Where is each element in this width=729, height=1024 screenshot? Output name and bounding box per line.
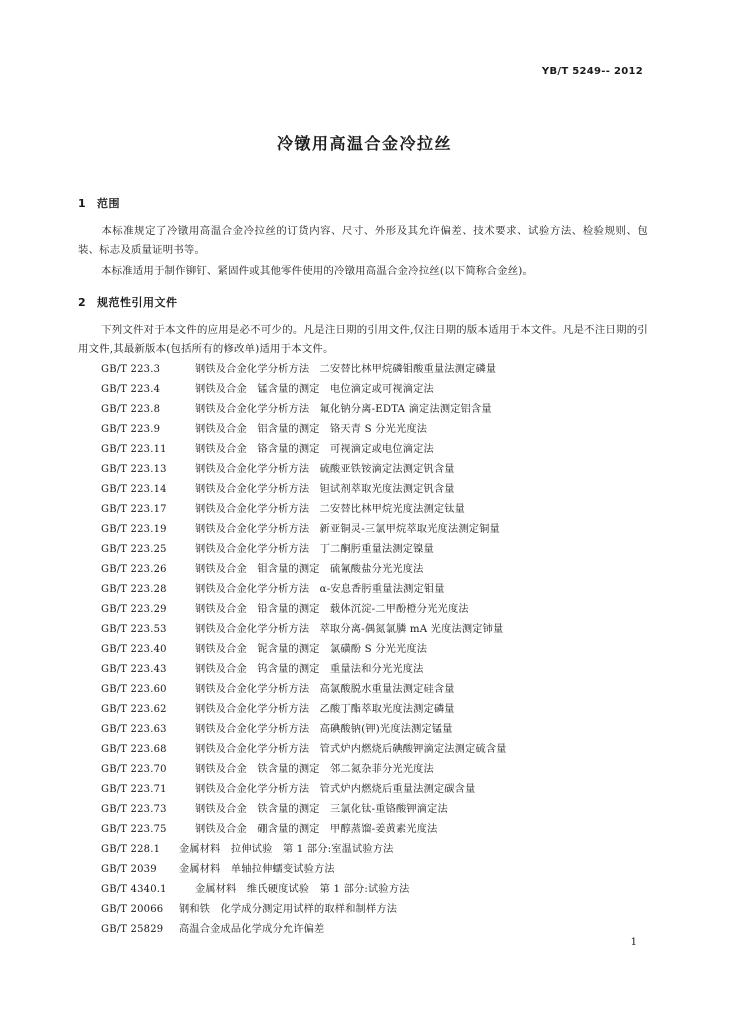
reference-item <box>101 700 661 720</box>
reference-code: GB/T 25829 <box>101 924 164 935</box>
reference-item <box>101 740 661 760</box>
reference-item <box>101 760 661 780</box>
reference-code: GB/T 223.13 <box>101 464 167 475</box>
reference-title: 钢铁及合金化学分析方法 乙酸丁酯萃取光度法测定磷量 <box>195 704 455 715</box>
reference-title: 钢铁及合金化学分析方法 管式炉内燃烧后重量法测定碳含量 <box>195 784 476 795</box>
page-number: 1 <box>630 937 637 948</box>
reference-title: 钢铁及合金化学分析方法 钽试剂萃取光度法测定钒含量 <box>195 484 455 495</box>
reference-code: GB/T 223.53 <box>101 624 167 635</box>
reference-item <box>101 820 661 840</box>
reference-title: 钢铁及合金化学分析方法 α-安息香肟重量法测定钼量 <box>195 584 445 595</box>
reference-item <box>101 600 661 620</box>
reference-code: GB/T 223.43 <box>101 664 167 675</box>
reference-item <box>101 660 661 680</box>
reference-code: GB/T 223.68 <box>101 744 167 755</box>
reference-item <box>101 400 661 420</box>
reference-code: GB/T 223.4 <box>101 384 161 395</box>
section-2-title: 规范性引用文件 <box>97 296 178 309</box>
reference-item <box>101 520 661 540</box>
reference-title: 钢铁及合金 铅含量的测定 载体沉淀-二甲酚橙分光光度法 <box>195 604 469 615</box>
reference-title: 钢铁及合金化学分析方法 丁二酮肟重量法测定镍量 <box>195 544 434 555</box>
reference-code: GB/T 223.3 <box>101 364 161 375</box>
reference-item <box>101 900 661 920</box>
scope-paragraph-2 <box>78 262 648 281</box>
reference-title: 钢铁及合金化学分析方法 氟化钠分离-EDTA 滴定法测定铝含量 <box>195 404 492 415</box>
reference-item <box>101 800 661 820</box>
reference-code: GB/T 223.71 <box>101 784 167 795</box>
scope-text-1: 本标准规定了冷镦用高温合金冷拉丝的订货内容、尺寸、外形及其允许偏差、技术要求、试验方法、检验规则、包装、标志及质量证明书等。 <box>78 225 648 256</box>
reference-title: 钢铁及合金 钨含量的测定 重量法和分光光度法 <box>195 664 424 675</box>
reference-title: 钢铁及合金化学分析方法 高氯酸脱水重量法测定硅含量 <box>195 684 455 695</box>
reference-code: GB/T 223.28 <box>101 584 167 595</box>
reference-code: GB/T 223.62 <box>101 704 167 715</box>
reference-code: GB/T 223.29 <box>101 604 167 615</box>
scope-paragraph-1 <box>78 222 648 260</box>
reference-item <box>101 420 661 440</box>
reference-title: 钢铁及合金化学分析方法 管式炉内燃烧后碘酸钾滴定法测定硫含量 <box>195 744 507 755</box>
reference-title: 钢铁及合金 铁含量的测定 邻二氮杂菲分光光度法 <box>195 764 434 775</box>
reference-code: GB/T 223.60 <box>101 684 167 695</box>
reference-title: 金属材料 拉伸试验 第 1 部分:室温试验方法 <box>179 844 394 855</box>
reference-title: 钢铁及合金 硼含量的测定 甲醇蒸馏-姜黄素光度法 <box>195 824 438 835</box>
reference-title: 钢铁及合金 铌含量的测定 氯磺酚 S 分光光度法 <box>195 644 428 655</box>
reference-title: 钢铁及合金化学分析方法 萃取分离-偶氮氯膦 mA 光度法测定铈量 <box>195 624 504 635</box>
reference-title: 钢铁及合金 钼含量的测定 硫氰酸盐分光光度法 <box>195 564 424 575</box>
reference-item <box>101 880 661 900</box>
reference-item <box>101 780 661 800</box>
references-intro-paragraph <box>78 321 648 359</box>
reference-title: 高温合金成品化学成分允许偏差 <box>179 924 325 935</box>
reference-code: GB/T 223.14 <box>101 484 167 495</box>
reference-code: GB/T 223.70 <box>101 764 167 775</box>
reference-item <box>101 380 661 400</box>
reference-item <box>101 500 661 520</box>
reference-item <box>101 480 661 500</box>
reference-item <box>101 360 661 380</box>
section-2-number: 2 <box>78 296 87 309</box>
section-1-heading <box>78 195 120 211</box>
reference-item <box>101 580 661 600</box>
reference-code: GB/T 223.11 <box>101 444 167 455</box>
reference-code: GB/T 223.17 <box>101 504 167 515</box>
reference-code: GB/T 20066 <box>101 904 164 915</box>
reference-item <box>101 460 661 480</box>
reference-item <box>101 640 661 660</box>
reference-item <box>101 540 661 560</box>
reference-title: 钢铁及合金化学分析方法 新亚铜灵-三氯甲烷萃取光度法测定铜量 <box>195 524 500 535</box>
reference-item <box>101 860 661 880</box>
reference-code: GB/T 223.25 <box>101 544 167 555</box>
reference-code: GB/T 223.40 <box>101 644 167 655</box>
reference-title: 金属材料 单轴拉伸蠕变试验方法 <box>179 864 335 875</box>
reference-title: 钢和铁 化学成分测定用试样的取样和制样方法 <box>179 904 398 915</box>
reference-item <box>101 560 661 580</box>
reference-code: GB/T 2039 <box>101 864 157 875</box>
reference-title: 钢铁及合金化学分析方法 二安替比林甲烷磷钼酸重量法测定磷量 <box>195 364 497 375</box>
reference-code: GB/T 223.75 <box>101 824 167 835</box>
reference-code: GB/T 223.73 <box>101 804 167 815</box>
reference-item <box>101 620 661 640</box>
reference-title: 钢铁及合金 铬含量的测定 可视滴定或电位滴定法 <box>195 444 434 455</box>
reference-code: GB/T 4340.1 <box>101 884 167 895</box>
section-2-heading <box>78 294 178 310</box>
reference-title: 钢铁及合金化学分析方法 高碘酸钠(钾)光度法测定锰量 <box>195 724 453 735</box>
reference-item <box>101 840 661 860</box>
reference-code: GB/T 223.63 <box>101 724 167 735</box>
section-1-title: 范围 <box>97 197 120 210</box>
reference-code: GB/T 228.1 <box>101 844 161 855</box>
reference-item <box>101 720 661 740</box>
reference-title: 钢铁及合金 锰含量的测定 电位滴定或可视滴定法 <box>195 384 434 395</box>
reference-title: 钢铁及合金化学分析方法 二安替比林甲烷光度法测定钛量 <box>195 504 466 515</box>
standard-number: YB/T 5249-- 2012 <box>541 66 643 77</box>
reference-item <box>101 440 661 460</box>
references-intro-text: 下列文件对于本文件的应用是必不可少的。凡是注日期的引用文件,仅注日期的版本适用于本文件。凡是不注日期的引用文件,其最新版本(包括所有的修改单)适用于本文件。 <box>78 324 648 355</box>
reference-title: 钢铁及合金 铝含量的测定 铬天青 S 分光光度法 <box>195 424 428 435</box>
reference-code: GB/T 223.19 <box>101 524 167 535</box>
reference-code: GB/T 223.8 <box>101 404 161 415</box>
section-1-number: 1 <box>78 197 87 210</box>
reference-item <box>101 920 661 940</box>
normative-references-list <box>101 360 661 940</box>
reference-code: GB/T 223.26 <box>101 564 167 575</box>
reference-code: GB/T 223.9 <box>101 424 161 435</box>
reference-title: 钢铁及合金 铁含量的测定 三氯化钛-重铬酸钾滴定法 <box>195 804 448 815</box>
reference-title: 金属材料 维氏硬度试验 第 1 部分:试验方法 <box>195 884 410 895</box>
document-title: 冷镦用高温合金冷拉丝 <box>276 134 452 153</box>
reference-title: 钢铁及合金化学分析方法 硫酸亚铁铵滴定法测定钒含量 <box>195 464 455 475</box>
scope-text-2: 本标准适用于制作铆钉、紧固件或其他零件使用的冷镦用高温合金冷拉丝(以下简称合金丝)。 <box>101 265 534 277</box>
reference-item <box>101 680 661 700</box>
